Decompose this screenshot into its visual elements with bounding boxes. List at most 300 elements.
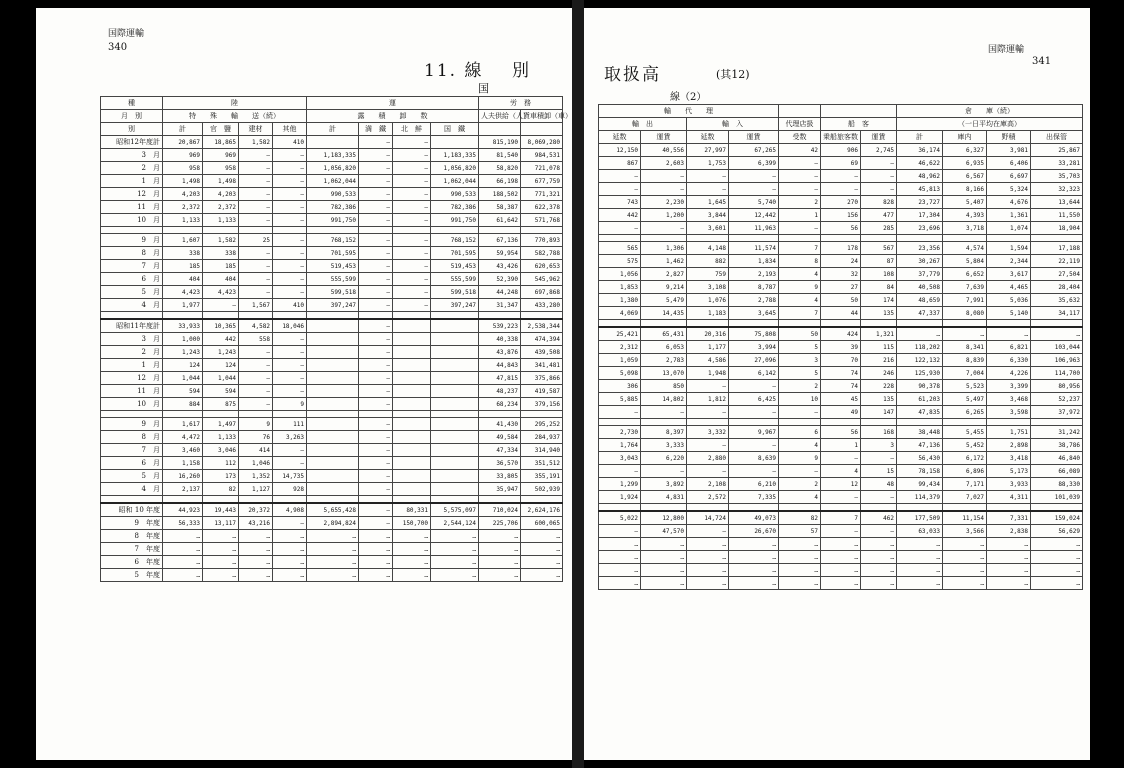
table-cell: … bbox=[897, 564, 943, 577]
table-cell: — bbox=[687, 380, 729, 393]
table-cell bbox=[307, 398, 359, 411]
table-cell: 5,455 bbox=[943, 426, 987, 439]
table-cell: 410 bbox=[273, 136, 307, 149]
table-cell: 7 bbox=[821, 511, 861, 525]
col-header: 運賃 bbox=[861, 131, 897, 144]
gap-cell bbox=[393, 411, 431, 418]
table-cell: — bbox=[641, 406, 687, 419]
table-row bbox=[599, 341, 1083, 354]
table-cell: 4,472 bbox=[163, 431, 203, 444]
table-cell: … bbox=[521, 556, 563, 569]
table-cell: 1,056,820 bbox=[307, 162, 359, 175]
table-cell: 442 bbox=[599, 209, 641, 222]
table-cell: … bbox=[599, 577, 641, 590]
table-cell: 11,963 bbox=[729, 222, 779, 235]
table-cell: 9 bbox=[779, 452, 821, 465]
table-cell: 1,044 bbox=[203, 372, 239, 385]
row-label: 7 年度 bbox=[101, 543, 163, 556]
table-cell: 65,431 bbox=[641, 327, 687, 341]
table-cell: … bbox=[431, 556, 479, 569]
right-page-subtitle: 線（2） bbox=[670, 92, 707, 103]
table-cell: … bbox=[861, 564, 897, 577]
gap-cell bbox=[1031, 419, 1083, 426]
table-row bbox=[599, 577, 1083, 590]
gap-cell bbox=[821, 320, 861, 328]
table-cell: … bbox=[779, 577, 821, 590]
table-cell: 42 bbox=[779, 144, 821, 157]
table-cell: 906 bbox=[821, 144, 861, 157]
table-cell: 594 bbox=[163, 385, 203, 398]
table-cell: 11,574 bbox=[729, 242, 779, 255]
row-label: 10 月 bbox=[101, 214, 163, 227]
table-cell: 16,260 bbox=[163, 470, 203, 483]
table-cell: — bbox=[359, 333, 393, 346]
table-cell: 103,044 bbox=[1031, 341, 1083, 354]
table-cell: 58,387 bbox=[479, 201, 521, 214]
table-cell: — bbox=[359, 431, 393, 444]
gap-cell bbox=[779, 504, 821, 512]
table-cell: 2,193 bbox=[729, 268, 779, 281]
table-cell: 884 bbox=[163, 398, 203, 411]
table-cell: — bbox=[359, 247, 393, 260]
table-cell: — bbox=[359, 136, 393, 149]
table-cell: 49,584 bbox=[479, 431, 521, 444]
table-cell: 677,759 bbox=[521, 175, 563, 188]
table-cell: … bbox=[943, 538, 987, 551]
table-cell: 3,108 bbox=[687, 281, 729, 294]
table-cell: — bbox=[359, 457, 393, 470]
gap-cell bbox=[307, 411, 359, 418]
table-cell bbox=[431, 457, 479, 470]
table-row bbox=[599, 144, 1083, 157]
stub-row-label bbox=[101, 110, 163, 123]
table-cell: 743 bbox=[599, 196, 641, 209]
table-row bbox=[599, 354, 1083, 367]
table-row bbox=[599, 209, 1083, 222]
table-cell: 424 bbox=[821, 327, 861, 341]
table-cell: 567 bbox=[861, 242, 897, 255]
table-cell: — bbox=[641, 465, 687, 478]
gap-cell bbox=[239, 411, 273, 418]
table-cell: 69 bbox=[821, 157, 861, 170]
table-gap-row bbox=[101, 411, 563, 418]
table-cell: 2,624,176 bbox=[521, 503, 563, 517]
row-label: 4 月 bbox=[101, 483, 163, 496]
table-cell: … bbox=[431, 530, 479, 543]
row-label: 4 月 bbox=[101, 299, 163, 312]
table-cell: 47,570 bbox=[641, 525, 687, 538]
table-cell: 32,323 bbox=[1031, 183, 1083, 196]
table-row bbox=[101, 470, 563, 483]
row-label: 9 月 bbox=[101, 234, 163, 247]
gap-cell bbox=[779, 235, 821, 242]
gap-cell bbox=[861, 320, 897, 328]
gap-cell bbox=[239, 227, 273, 234]
table-cell: — bbox=[861, 157, 897, 170]
table-cell: … bbox=[393, 543, 431, 556]
table-cell: — bbox=[861, 170, 897, 183]
table-cell: 1,753 bbox=[687, 157, 729, 170]
table-cell: 5,804 bbox=[943, 255, 987, 268]
table-cell: 1,321 bbox=[861, 327, 897, 341]
table-cell: 969 bbox=[163, 149, 203, 162]
table-cell: — bbox=[359, 385, 393, 398]
gap-cell bbox=[1031, 320, 1083, 328]
table-cell: 1,243 bbox=[163, 346, 203, 359]
table-cell: … bbox=[641, 551, 687, 564]
table-cell: 74 bbox=[821, 380, 861, 393]
table-cell: 9,967 bbox=[729, 426, 779, 439]
table-cell: — bbox=[599, 525, 641, 538]
table-cell: 47,337 bbox=[897, 307, 943, 320]
table-cell: — bbox=[821, 491, 861, 504]
inbound-pre: 輸 bbox=[722, 119, 729, 128]
table-row bbox=[599, 525, 1083, 538]
row-label: 5 月 bbox=[101, 470, 163, 483]
table-cell: 27,096 bbox=[729, 354, 779, 367]
table-cell: 1,751 bbox=[987, 426, 1031, 439]
gap-cell bbox=[687, 419, 729, 426]
table-cell: 67,136 bbox=[479, 234, 521, 247]
gap-cell bbox=[861, 235, 897, 242]
table-cell: 1,127 bbox=[239, 483, 273, 496]
row-label: 6 月 bbox=[101, 273, 163, 286]
outbound-label bbox=[599, 118, 687, 131]
table-cell: 2,572 bbox=[687, 491, 729, 504]
table-cell: 768,152 bbox=[431, 234, 479, 247]
row-label: 2 月 bbox=[101, 162, 163, 175]
table-cell: 11,154 bbox=[943, 511, 987, 525]
table-row bbox=[599, 564, 1083, 577]
table-cell: 4,203 bbox=[163, 188, 203, 201]
table-cell: … bbox=[239, 569, 273, 582]
table-cell: 125,930 bbox=[897, 367, 943, 380]
table-cell: 4 bbox=[779, 439, 821, 452]
table-gap-row bbox=[101, 312, 563, 320]
col-header: 官 鹽 bbox=[203, 123, 239, 136]
table-cell: — bbox=[273, 333, 307, 346]
table-cell: — bbox=[861, 452, 897, 465]
gap-cell bbox=[393, 496, 431, 504]
table-cell: 1,183,335 bbox=[431, 149, 479, 162]
table-cell: 66,198 bbox=[479, 175, 521, 188]
table-cell bbox=[393, 346, 431, 359]
table-cell: 815,190 bbox=[479, 136, 521, 149]
table-row bbox=[101, 346, 563, 359]
table-cell: 56,333 bbox=[163, 517, 203, 530]
table-cell: … bbox=[273, 543, 307, 556]
gap-cell bbox=[943, 235, 987, 242]
stub-row-label-3: 別 bbox=[101, 123, 163, 136]
table-row bbox=[101, 273, 563, 286]
table-cell: 314,940 bbox=[521, 444, 563, 457]
table-cell: 115 bbox=[861, 341, 897, 354]
table-cell: — bbox=[239, 398, 273, 411]
gap-cell bbox=[101, 411, 163, 418]
table-cell: 47,815 bbox=[479, 372, 521, 385]
table-cell: 2,894,824 bbox=[307, 517, 359, 530]
gap-cell bbox=[1031, 235, 1083, 242]
gap-cell bbox=[163, 411, 203, 418]
table-cell: … bbox=[393, 556, 431, 569]
col-header: 人夫供給（人） bbox=[479, 110, 521, 123]
table-cell: 37,972 bbox=[1031, 406, 1083, 419]
table-cell: … bbox=[307, 569, 359, 582]
table-cell: 6,406 bbox=[987, 157, 1031, 170]
table-cell: 101,039 bbox=[1031, 491, 1083, 504]
table-cell: 40,508 bbox=[897, 281, 943, 294]
table-row bbox=[101, 175, 563, 188]
table-cell: — bbox=[359, 444, 393, 457]
table-cell: 66,089 bbox=[1031, 465, 1083, 478]
gap-cell bbox=[307, 496, 359, 504]
table-cell bbox=[431, 483, 479, 496]
table-cell: … bbox=[393, 569, 431, 582]
table-cell: 44,923 bbox=[163, 503, 203, 517]
table-cell: 1,812 bbox=[687, 393, 729, 406]
table-cell: 8,341 bbox=[943, 341, 987, 354]
table-cell: 43,876 bbox=[479, 346, 521, 359]
table-cell: 4,226 bbox=[987, 367, 1031, 380]
gap-cell bbox=[943, 504, 987, 512]
table-cell: 3 bbox=[779, 354, 821, 367]
table-cell bbox=[431, 346, 479, 359]
table-cell: 419,587 bbox=[521, 385, 563, 398]
col-header: 延数 bbox=[687, 131, 729, 144]
table-cell: 12 bbox=[821, 478, 861, 491]
col-header: 出保管 bbox=[1031, 131, 1083, 144]
table-cell: 20,316 bbox=[687, 327, 729, 341]
table-cell: 19,443 bbox=[203, 503, 239, 517]
table-cell: … bbox=[821, 538, 861, 551]
table-cell: 24 bbox=[821, 255, 861, 268]
table-cell: … bbox=[943, 551, 987, 564]
table-cell bbox=[431, 418, 479, 431]
table-cell: 3,332 bbox=[687, 426, 729, 439]
table-cell: 1,977 bbox=[163, 299, 203, 312]
table-row bbox=[101, 431, 563, 444]
table-cell: 48,962 bbox=[897, 170, 943, 183]
gap-cell bbox=[687, 235, 729, 242]
table-cell: — bbox=[393, 162, 431, 175]
table-cell: 1 bbox=[821, 439, 861, 452]
table-cell: 969 bbox=[203, 149, 239, 162]
labor-label bbox=[479, 97, 563, 110]
table-cell: 1,948 bbox=[687, 367, 729, 380]
table-cell: … bbox=[987, 327, 1031, 341]
right-header-publisher: 国際運輸 bbox=[988, 45, 1025, 55]
table-cell: 4,586 bbox=[687, 354, 729, 367]
row-label: 1 月 bbox=[101, 359, 163, 372]
table-cell: 45,813 bbox=[897, 183, 943, 196]
table-cell: 1,056 bbox=[599, 268, 641, 281]
table-row bbox=[101, 385, 563, 398]
gap-cell bbox=[101, 312, 163, 320]
gap-cell bbox=[821, 235, 861, 242]
row-label: 3 月 bbox=[101, 333, 163, 346]
table-cell: … bbox=[943, 327, 987, 341]
table-cell: 5,022 bbox=[599, 511, 641, 525]
table-cell: — bbox=[359, 503, 393, 517]
table-cell: 27,504 bbox=[1031, 268, 1083, 281]
table-cell bbox=[307, 483, 359, 496]
warehouse-label-a: 倉 bbox=[965, 106, 972, 115]
table-cell bbox=[393, 483, 431, 496]
gap-cell bbox=[203, 312, 239, 320]
labor-label-a: 労 bbox=[510, 98, 517, 107]
table-cell: … bbox=[307, 530, 359, 543]
table-cell: 4 bbox=[779, 491, 821, 504]
table-cell: 6,210 bbox=[729, 478, 779, 491]
table-cell: 118,202 bbox=[897, 341, 943, 354]
table-cell: — bbox=[729, 380, 779, 393]
table-cell: 59,954 bbox=[479, 247, 521, 260]
table-cell: … bbox=[273, 556, 307, 569]
table-cell: — bbox=[239, 260, 273, 273]
table-cell: — bbox=[393, 136, 431, 149]
table-cell: 13,644 bbox=[1031, 196, 1083, 209]
table-cell: 4,423 bbox=[163, 286, 203, 299]
table-cell: 36,570 bbox=[479, 457, 521, 470]
table-cell: 35,703 bbox=[1031, 170, 1083, 183]
outbound-pre: 輸 bbox=[632, 119, 639, 128]
gap-cell bbox=[687, 320, 729, 328]
col-header: 計 bbox=[897, 131, 943, 144]
table-cell: 828 bbox=[861, 196, 897, 209]
table-cell: 18,904 bbox=[1031, 222, 1083, 235]
gap-cell bbox=[273, 411, 307, 418]
table-cell bbox=[431, 470, 479, 483]
table-cell: 28,404 bbox=[1031, 281, 1083, 294]
table-cell: 6,330 bbox=[987, 354, 1031, 367]
table-cell: 1,062,044 bbox=[307, 175, 359, 188]
table-row bbox=[101, 457, 563, 470]
table-cell: 111 bbox=[273, 418, 307, 431]
table-cell bbox=[393, 385, 431, 398]
table-cell: 48 bbox=[861, 478, 897, 491]
table-cell: 177,509 bbox=[897, 511, 943, 525]
table-cell: — bbox=[641, 222, 687, 235]
table-cell: 39 bbox=[821, 341, 861, 354]
gap-cell bbox=[101, 227, 163, 234]
table-cell: 1,076 bbox=[687, 294, 729, 307]
table-cell: — bbox=[359, 470, 393, 483]
table-cell: … bbox=[779, 564, 821, 577]
table-cell: 33,281 bbox=[1031, 157, 1083, 170]
table-cell: … bbox=[203, 543, 239, 556]
table-cell: 46,622 bbox=[897, 157, 943, 170]
gap-cell bbox=[779, 419, 821, 426]
table-cell: 31,347 bbox=[479, 299, 521, 312]
table-cell: 58,820 bbox=[479, 162, 521, 175]
table-cell: 6,399 bbox=[729, 157, 779, 170]
table-cell bbox=[393, 444, 431, 457]
table-cell: 80,956 bbox=[1031, 380, 1083, 393]
table-cell: 5,140 bbox=[987, 307, 1031, 320]
group1-label: 陸 bbox=[163, 97, 307, 110]
table-cell: … bbox=[987, 564, 1031, 577]
table-cell: 44 bbox=[821, 307, 861, 320]
table-cell: 5,452 bbox=[943, 439, 987, 452]
table-cell: 565 bbox=[599, 242, 641, 255]
col-header: 運賃 bbox=[641, 131, 687, 144]
table-cell: 25,421 bbox=[599, 327, 641, 341]
gap-cell bbox=[203, 227, 239, 234]
table-cell: 27 bbox=[821, 281, 861, 294]
table-cell: 20,372 bbox=[239, 503, 273, 517]
table-cell: 81,540 bbox=[479, 149, 521, 162]
table-gap-row bbox=[599, 419, 1083, 426]
table-cell: 477 bbox=[861, 209, 897, 222]
table-cell: … bbox=[641, 564, 687, 577]
table-cell bbox=[307, 418, 359, 431]
table-gap-row bbox=[101, 227, 563, 234]
table-cell: — bbox=[359, 286, 393, 299]
table-cell: — bbox=[393, 286, 431, 299]
table-cell: 228 bbox=[861, 380, 897, 393]
table-cell: 2,538,344 bbox=[521, 319, 563, 333]
table-cell: 2,880 bbox=[687, 452, 729, 465]
table-cell: 3,601 bbox=[687, 222, 729, 235]
gap-cell bbox=[641, 235, 687, 242]
table-cell: 156 bbox=[821, 209, 861, 222]
left-page-number: 340 bbox=[108, 42, 128, 53]
table-cell: 582,788 bbox=[521, 247, 563, 260]
gap-cell bbox=[163, 312, 203, 320]
table-cell: 2,783 bbox=[641, 354, 687, 367]
table-cell: 3 bbox=[861, 439, 897, 452]
table-cell: 3,994 bbox=[729, 341, 779, 354]
col-header: 貨車積卸（車） bbox=[521, 110, 563, 123]
table-cell: 1,764 bbox=[599, 439, 641, 452]
row-label: 10 月 bbox=[101, 398, 163, 411]
table-cell: — bbox=[273, 517, 307, 530]
table-cell: — bbox=[779, 406, 821, 419]
table-cell: 355,191 bbox=[521, 470, 563, 483]
table-cell: 575 bbox=[599, 255, 641, 268]
gap-cell bbox=[203, 411, 239, 418]
table-cell: 56,629 bbox=[1031, 525, 1083, 538]
table-cell: — bbox=[239, 346, 273, 359]
table-cell: 188,502 bbox=[479, 188, 521, 201]
table-cell: 18,865 bbox=[203, 136, 239, 149]
table-cell: 1,834 bbox=[729, 255, 779, 268]
table-cell: 850 bbox=[641, 380, 687, 393]
table-cell: 43,216 bbox=[239, 517, 273, 530]
gap-cell bbox=[393, 227, 431, 234]
table-cell: 771,321 bbox=[521, 188, 563, 201]
table-cell: 3,598 bbox=[987, 406, 1031, 419]
table-cell: — bbox=[861, 525, 897, 538]
table-cell: 7,331 bbox=[987, 511, 1031, 525]
table-cell: 32 bbox=[821, 268, 861, 281]
table-cell: … bbox=[479, 569, 521, 582]
table-cell: — bbox=[359, 483, 393, 496]
group1-label-a: 輸 bbox=[664, 106, 671, 115]
table-cell: 61,203 bbox=[897, 393, 943, 406]
gap-cell bbox=[393, 312, 431, 320]
table-cell bbox=[307, 457, 359, 470]
table-cell: 1,306 bbox=[641, 242, 687, 255]
table-cell: … bbox=[641, 577, 687, 590]
table-cell: 33,933 bbox=[163, 319, 203, 333]
table-cell: … bbox=[821, 551, 861, 564]
table-cell: 49,073 bbox=[729, 511, 779, 525]
table-cell: 410 bbox=[273, 299, 307, 312]
table-cell: … bbox=[943, 564, 987, 577]
table-cell: — bbox=[273, 444, 307, 457]
table-row bbox=[599, 478, 1083, 491]
